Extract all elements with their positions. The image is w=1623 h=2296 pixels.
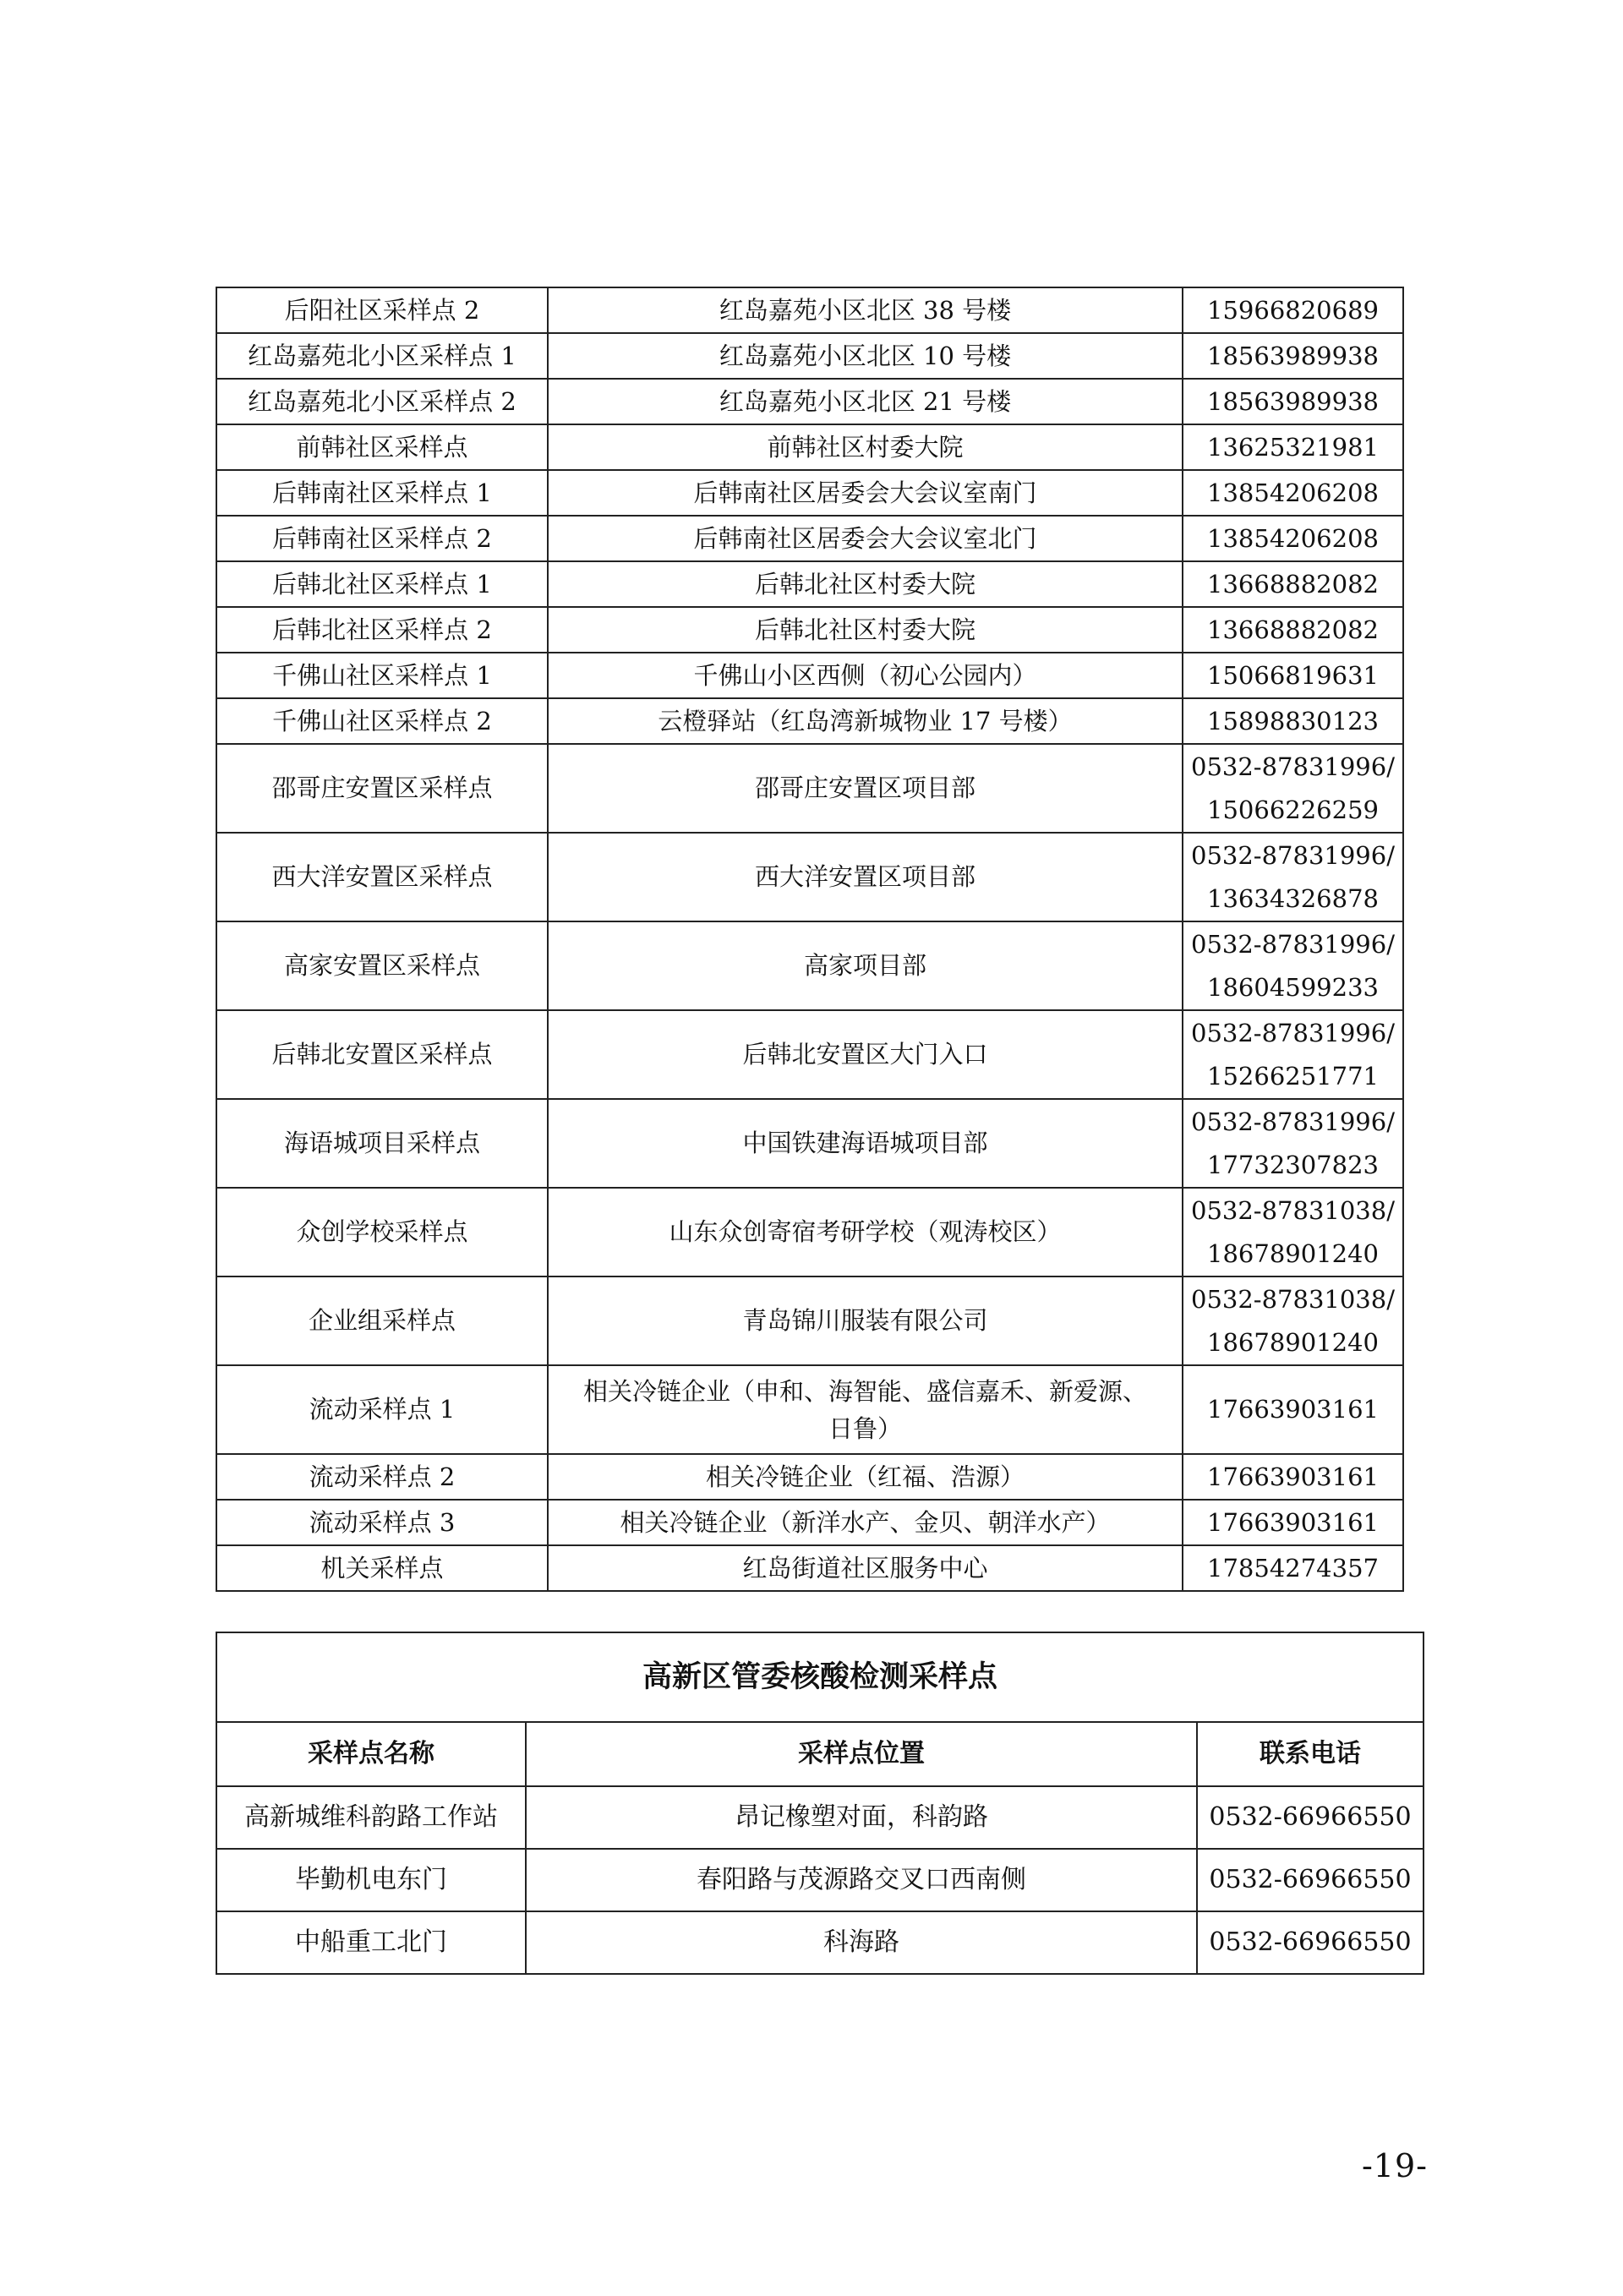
table-row xyxy=(216,1276,1403,1365)
location-line-1: 相关冷链企业（申和、海智能、盛信嘉禾、新爱源、 xyxy=(582,1376,1147,1406)
column-header-name: 采样点名称 xyxy=(216,1722,526,1786)
sampling-point-name: 众创学校采样点 xyxy=(216,1188,548,1276)
contact-phone-line-2: 15066226259 xyxy=(1207,795,1379,824)
contact-phone-line-2: 18678901240 xyxy=(1207,1327,1379,1357)
column-header-phone: 联系电话 xyxy=(1197,1722,1424,1786)
sampling-point-location: 中国铁建海语城项目部 xyxy=(548,1099,1183,1188)
table-row xyxy=(216,379,1403,424)
sampling-point-location: 后韩北社区村委大院 xyxy=(548,607,1183,653)
contact-phone xyxy=(1183,833,1403,921)
contact-phone-line-1: 0532-87831996/ xyxy=(1191,929,1395,959)
contact-phone: 0532-66966550 xyxy=(1197,1911,1424,1974)
sampling-point-name: 中船重工北门 xyxy=(216,1911,526,1974)
sampling-point-location: 昂记橡塑对面，科韵路 xyxy=(526,1786,1197,1849)
sampling-points-table xyxy=(216,287,1404,1592)
contact-phone xyxy=(1183,1188,1403,1276)
sampling-point-name: 西大洋安置区采样点 xyxy=(216,833,548,921)
table-row xyxy=(216,1454,1403,1500)
table-row xyxy=(216,653,1403,698)
sampling-point-name: 后韩北社区采样点 2 xyxy=(216,607,548,653)
table-row xyxy=(216,921,1403,1010)
contact-phone-line-2: 18678901240 xyxy=(1207,1238,1379,1268)
sampling-point-location xyxy=(548,1365,1183,1454)
sampling-point-location: 邵哥庄安置区项目部 xyxy=(548,744,1183,833)
contact-phone-line-2: 17732307823 xyxy=(1207,1150,1379,1179)
table-row xyxy=(216,744,1403,833)
sampling-point-name: 毕勤机电东门 xyxy=(216,1849,526,1911)
sampling-point-location: 红岛嘉苑小区北区 38 号楼 xyxy=(548,287,1183,333)
table-row xyxy=(216,1010,1403,1099)
table-row xyxy=(216,1545,1403,1591)
contact-phone xyxy=(1183,744,1403,833)
sampling-point-location: 青岛锦川服装有限公司 xyxy=(548,1276,1183,1365)
sampling-point-location: 后韩南社区居委会大会议室北门 xyxy=(548,516,1183,561)
table-title: 高新区管委核酸检测采样点 xyxy=(216,1632,1424,1722)
table-header-row xyxy=(216,1722,1424,1786)
contact-phone: 15966820689 xyxy=(1183,287,1403,333)
sampling-point-location: 红岛嘉苑小区北区 21 号楼 xyxy=(548,379,1183,424)
page-number: -19- xyxy=(1361,2147,1429,2184)
contact-phone-line-1: 0532-87831996/ xyxy=(1191,1107,1395,1136)
table-row xyxy=(216,1849,1424,1911)
contact-phone: 13668882082 xyxy=(1183,607,1403,653)
contact-phone-line-2: 18604599233 xyxy=(1207,972,1379,1002)
sampling-point-location: 前韩社区村委大院 xyxy=(548,424,1183,470)
location-line-2: 日鲁） xyxy=(828,1413,902,1443)
table-row xyxy=(216,1911,1424,1974)
sampling-point-location: 科海路 xyxy=(526,1911,1197,1974)
sampling-point-location: 红岛街道社区服务中心 xyxy=(548,1545,1183,1591)
table-title-row xyxy=(216,1632,1424,1722)
contact-phone-line-2: 13634326878 xyxy=(1207,883,1379,913)
sampling-point-location: 后韩南社区居委会大会议室南门 xyxy=(548,470,1183,516)
sampling-point-name: 后韩北安置区采样点 xyxy=(216,1010,548,1099)
table-row xyxy=(216,287,1403,333)
sampling-point-location: 山东众创寄宿考研学校（观涛校区） xyxy=(548,1188,1183,1276)
table-row xyxy=(216,1099,1403,1188)
sampling-point-name: 企业组采样点 xyxy=(216,1276,548,1365)
sampling-point-name: 流动采样点 2 xyxy=(216,1454,548,1500)
sampling-point-name: 高家安置区采样点 xyxy=(216,921,548,1010)
contact-phone: 17663903161 xyxy=(1183,1454,1403,1500)
high-tech-zone-sampling-table xyxy=(216,1632,1424,1975)
contact-phone: 18563989938 xyxy=(1183,333,1403,379)
sampling-point-name: 千佛山社区采样点 1 xyxy=(216,653,548,698)
table-row xyxy=(216,1188,1403,1276)
contact-phone xyxy=(1183,1099,1403,1188)
contact-phone: 15066819631 xyxy=(1183,653,1403,698)
contact-phone: 15898830123 xyxy=(1183,698,1403,744)
sampling-point-name: 前韩社区采样点 xyxy=(216,424,548,470)
sampling-point-location: 红岛嘉苑小区北区 10 号楼 xyxy=(548,333,1183,379)
sampling-point-name: 后韩南社区采样点 1 xyxy=(216,470,548,516)
contact-phone xyxy=(1183,1010,1403,1099)
sampling-point-name: 流动采样点 3 xyxy=(216,1500,548,1545)
table-row xyxy=(216,424,1403,470)
sampling-point-name: 流动采样点 1 xyxy=(216,1365,548,1454)
sampling-point-location: 云橙驿站（红岛湾新城物业 17 号楼） xyxy=(548,698,1183,744)
sampling-point-name: 红岛嘉苑北小区采样点 2 xyxy=(216,379,548,424)
table-row xyxy=(216,698,1403,744)
sampling-point-name: 后韩南社区采样点 2 xyxy=(216,516,548,561)
sampling-point-location: 高家项目部 xyxy=(548,921,1183,1010)
contact-phone: 18563989938 xyxy=(1183,379,1403,424)
contact-phone: 13854206208 xyxy=(1183,516,1403,561)
contact-phone: 17854274357 xyxy=(1183,1545,1403,1591)
table-row xyxy=(216,1500,1403,1545)
sampling-point-location: 相关冷链企业（新洋水产、金贝、朝洋水产） xyxy=(548,1500,1183,1545)
table-row xyxy=(216,470,1403,516)
sampling-point-location: 西大洋安置区项目部 xyxy=(548,833,1183,921)
contact-phone-line-1: 0532-87831038/ xyxy=(1191,1284,1395,1314)
contact-phone-line-1: 0532-87831996/ xyxy=(1191,752,1395,781)
contact-phone: 0532-66966550 xyxy=(1197,1786,1424,1849)
table-row xyxy=(216,516,1403,561)
table-row xyxy=(216,607,1403,653)
table-row xyxy=(216,1365,1403,1454)
contact-phone-line-1: 0532-87831996/ xyxy=(1191,840,1395,870)
sampling-point-location: 相关冷链企业（红福、浩源） xyxy=(548,1454,1183,1500)
contact-phone xyxy=(1183,921,1403,1010)
sampling-point-name: 后阳社区采样点 2 xyxy=(216,287,548,333)
sampling-point-name: 后韩北社区采样点 1 xyxy=(216,561,548,607)
table-row xyxy=(216,333,1403,379)
sampling-point-location: 春阳路与茂源路交叉口西南侧 xyxy=(526,1849,1197,1911)
sampling-point-name: 千佛山社区采样点 2 xyxy=(216,698,548,744)
sampling-point-name: 高新城维科韵路工作站 xyxy=(216,1786,526,1849)
contact-phone-line-2: 15266251771 xyxy=(1207,1061,1379,1091)
contact-phone-line-1: 0532-87831038/ xyxy=(1191,1195,1395,1225)
contact-phone: 17663903161 xyxy=(1183,1365,1403,1454)
sampling-point-name: 海语城项目采样点 xyxy=(216,1099,548,1188)
contact-phone: 13668882082 xyxy=(1183,561,1403,607)
table-row xyxy=(216,833,1403,921)
table-row xyxy=(216,1786,1424,1849)
contact-phone: 17663903161 xyxy=(1183,1500,1403,1545)
contact-phone: 0532-66966550 xyxy=(1197,1849,1424,1911)
contact-phone: 13625321981 xyxy=(1183,424,1403,470)
sampling-point-name: 红岛嘉苑北小区采样点 1 xyxy=(216,333,548,379)
sampling-point-location: 后韩北安置区大门入口 xyxy=(548,1010,1183,1099)
contact-phone xyxy=(1183,1276,1403,1365)
column-header-location: 采样点位置 xyxy=(526,1722,1197,1786)
sampling-point-location: 后韩北社区村委大院 xyxy=(548,561,1183,607)
sampling-point-name: 邵哥庄安置区采样点 xyxy=(216,744,548,833)
contact-phone: 13854206208 xyxy=(1183,470,1403,516)
sampling-point-location: 千佛山小区西侧（初心公园内） xyxy=(548,653,1183,698)
contact-phone-line-1: 0532-87831996/ xyxy=(1191,1018,1395,1047)
table-row xyxy=(216,561,1403,607)
sampling-point-name: 机关采样点 xyxy=(216,1545,548,1591)
